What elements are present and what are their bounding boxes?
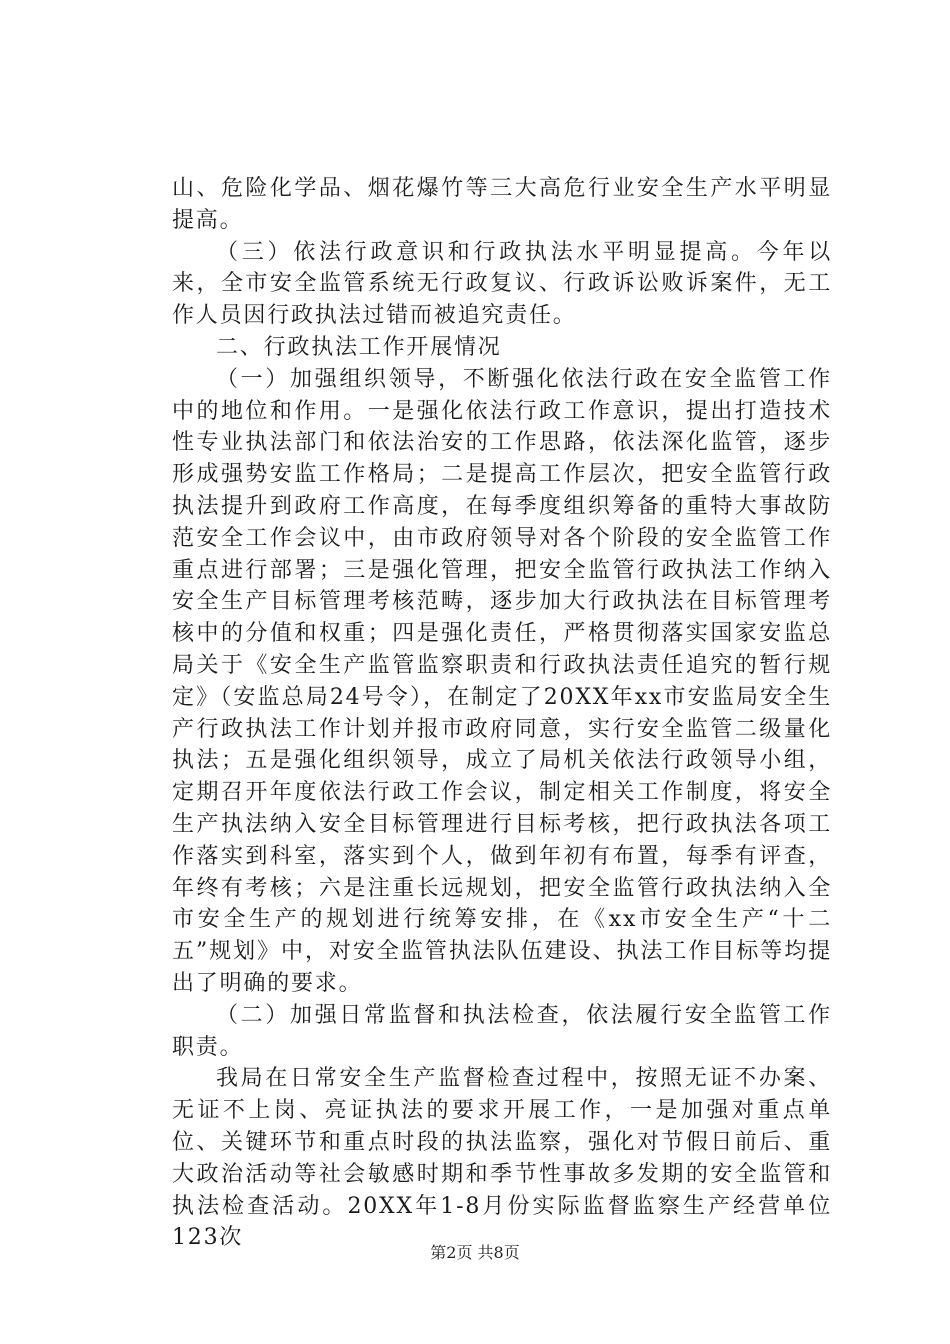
body-text (172, 173, 832, 1254)
paragraph-continuation: 山、危险化学品、烟花爆竹等三大高危行业安全生产水平明显提高。 (172, 176, 832, 233)
paragraph-item-3: （三）依法行政意识和行政执法水平明显提高。今年以来，全市安全监管系统无行政复议、行政诉讼败诉案件，无工作人员因行政执法过错而被追究责任。 (172, 239, 832, 329)
paragraph-item-1: （一）加强组织领导，不断强化依法行政在安全监管工作中的地位和作用。一是强化依法行政工作意识，提出打造技术性专业执法部门和依法治安的工作思路，依法深化监管，逐步形成强势安监工作格局；二是提高工作层次，把安全监管行政执法提升到政府工作高度，在每季度组织筹备的重特大事故防范安全工作会议中，由市政府领导对各个阶段的安全监管工作重点进行部署；三是强化管理，把安全监管行政执法工作纳入安全生产目标管理考核范畴，逐步加大行政执法在目标管理考核中的分值和权重；四是强化责任，严格贯彻落实国家安监总局关于《安全生产监管监察职责和行政执法责任追究的暂行规定》（安监总局24号令），在制定了20XX年xx市安监局安全生产行政执法工作计划并报市政府同意，实行安全监管二级量化执法；五是强化组织领导，成立了局机关依法行政领导小组，定期召开年度依法行政工作会议，制定相关工作制度，将安全生产执法纳入安全目标管理进行目标考核，把行政执法各项工作落实到科室，落实到个人，做到年初有布置，每季有评查，年终有考核；六是注重长远规划，把安全监管行政执法纳入全市安全生产的规划进行统筹安排，在《xx市安全生产“十二五”规划》中，对安全监管执法队伍建设、执法工作目标等均提出了明确的要求。 (172, 366, 832, 996)
page-footer: 第2页 共8页 (430, 1243, 520, 1262)
section-heading: 二、行政执法工作开展情况 (216, 334, 502, 360)
paragraph-item-2: （二）加强日常监督和执法检查，依法履行安全监管工作职责。 (172, 1002, 832, 1060)
paragraph-body: 我局在日常安全生产监督检查过程中，按照无证不办案、无证不上岗、亮证执法的要求开展工作，一是加强对重点单位、关键环节和重点时段的执法监察，强化对节假日前后、重大政治活动等社会敏感时期和季节性事故多发期的安全监管和执法检查活动。20XX年1-8月份实际监督监察生产经营单位123次 (172, 1066, 832, 1251)
